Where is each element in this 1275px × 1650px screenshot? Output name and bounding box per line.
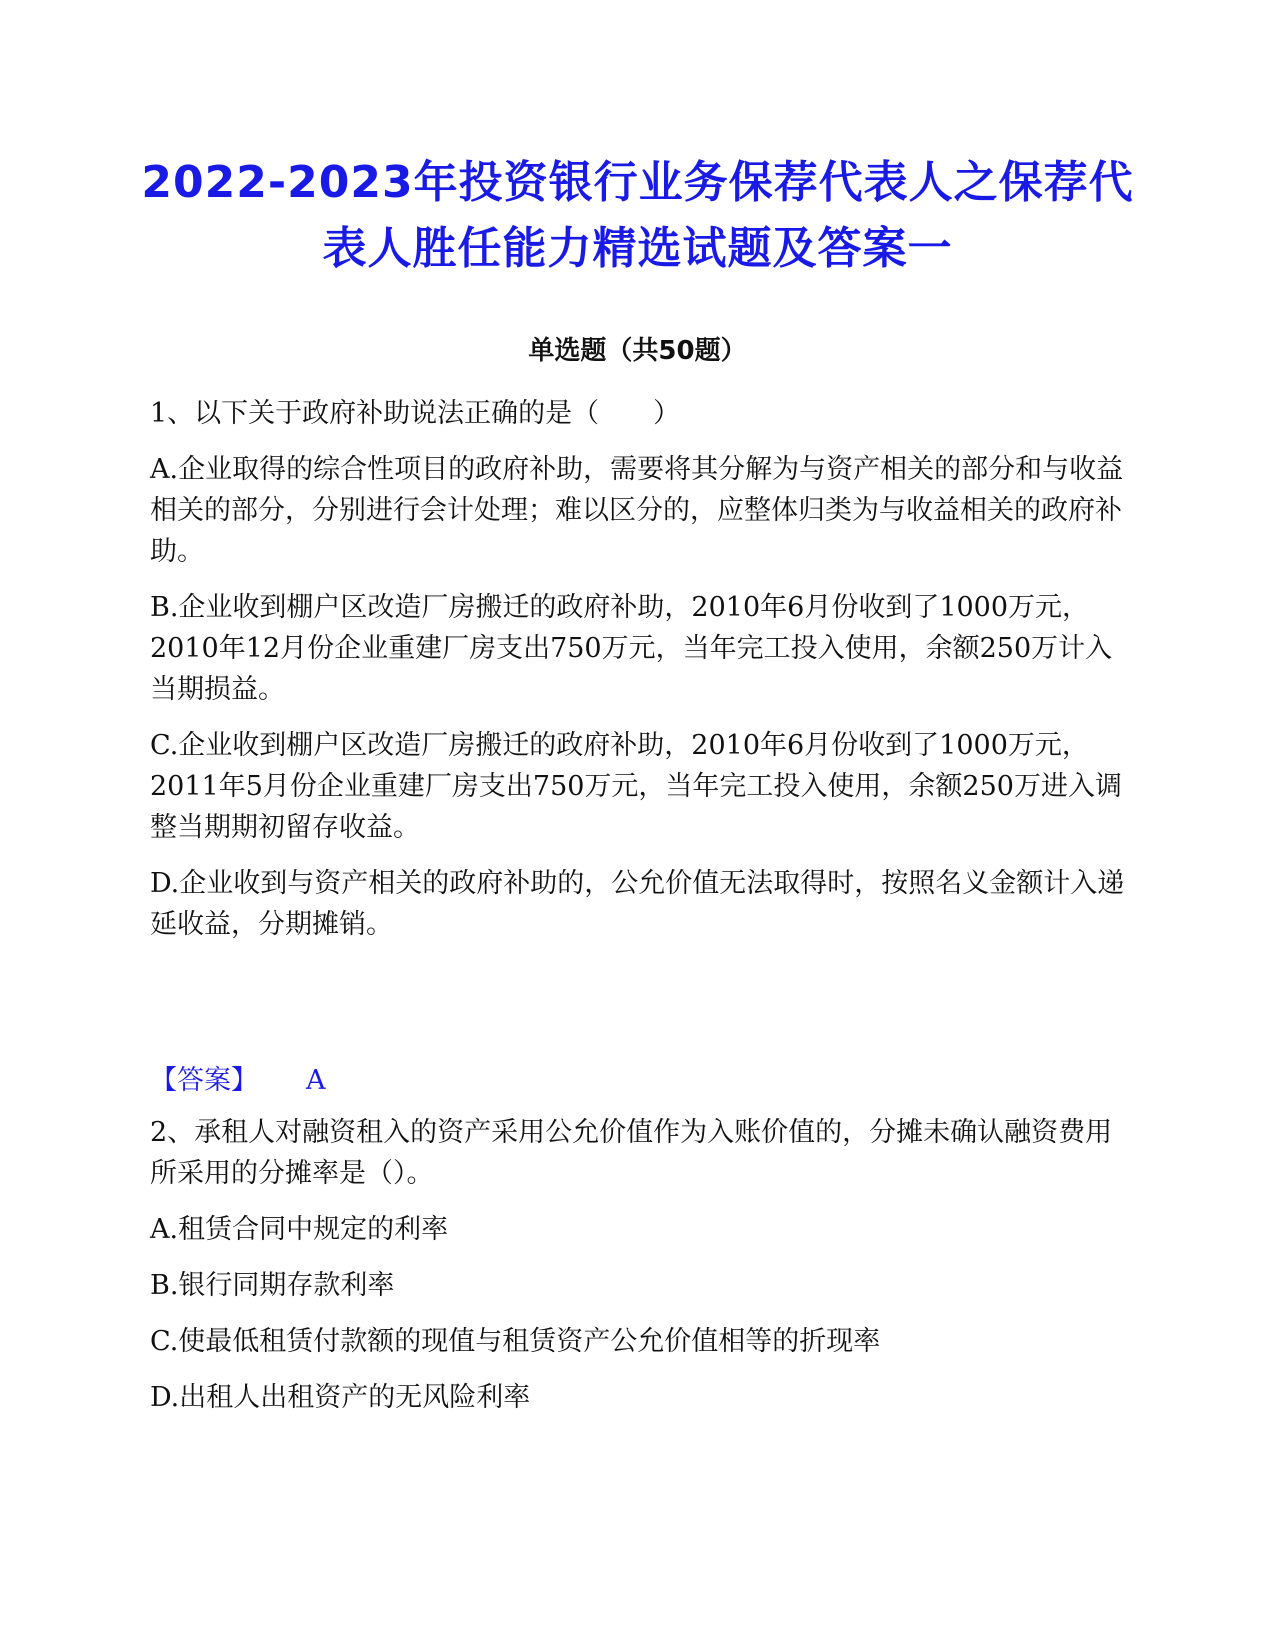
question-2 [150, 1112, 1125, 1433]
option-c: C.使最低租赁付款额的现值与租赁资产公允价值相等的折现率 [150, 1326, 881, 1357]
option-d: D.企业收到与资产相关的政府补助的，公允价值无法取得时，按照名义金额计入递延收益，分期摊销。 [150, 868, 1125, 940]
answer-line [150, 1060, 326, 1101]
option-a: A.企业取得的综合性项目的政府补助，需要将其分解为与资产相关的部分和与收益相关的部分，分别进行会计处理；难以区分的，应整体归类为与收益相关的政府补助。 [150, 454, 1124, 567]
question-1 [150, 393, 1125, 960]
question-stem: 2、承租人对融资租入的资产采用公允价值作为入账价值的，分摊未确认融资费用所采用的分摊率是（）。 [150, 1117, 1113, 1189]
option-a: A.租赁合同中规定的利率 [150, 1214, 449, 1245]
question-stem: 1、以下关于政府补助说法正确的是（ ） [150, 398, 681, 429]
answer-value: A [306, 1065, 326, 1096]
option-d: D.出租人出租资产的无风险利率 [150, 1382, 531, 1413]
document-title: 2022-2023年投资银行业务保荐代表人之保荐代表人胜任能力精选试题及答案一 [141, 157, 1134, 274]
section-heading: 单选题（共50题） [528, 336, 747, 366]
option-b: B.企业收到棚户区改造厂房搬迁的政府补助，2010年6月份收到了1000万元，2010年12月份企业重建厂房支出750万元，当年完工投入使用，余额250万计入当期损益。 [150, 592, 1113, 705]
option-c: C.企业收到棚户区改造厂房搬迁的政府补助，2010年6月份收到了1000万元，2011年5月份企业重建厂房支出750万元，当年完工投入使用，余额250万进入调整当期期初留存收益。 [150, 730, 1122, 843]
option-b: B.银行同期存款利率 [150, 1270, 395, 1301]
answer-label: 【答案】 [150, 1065, 258, 1096]
